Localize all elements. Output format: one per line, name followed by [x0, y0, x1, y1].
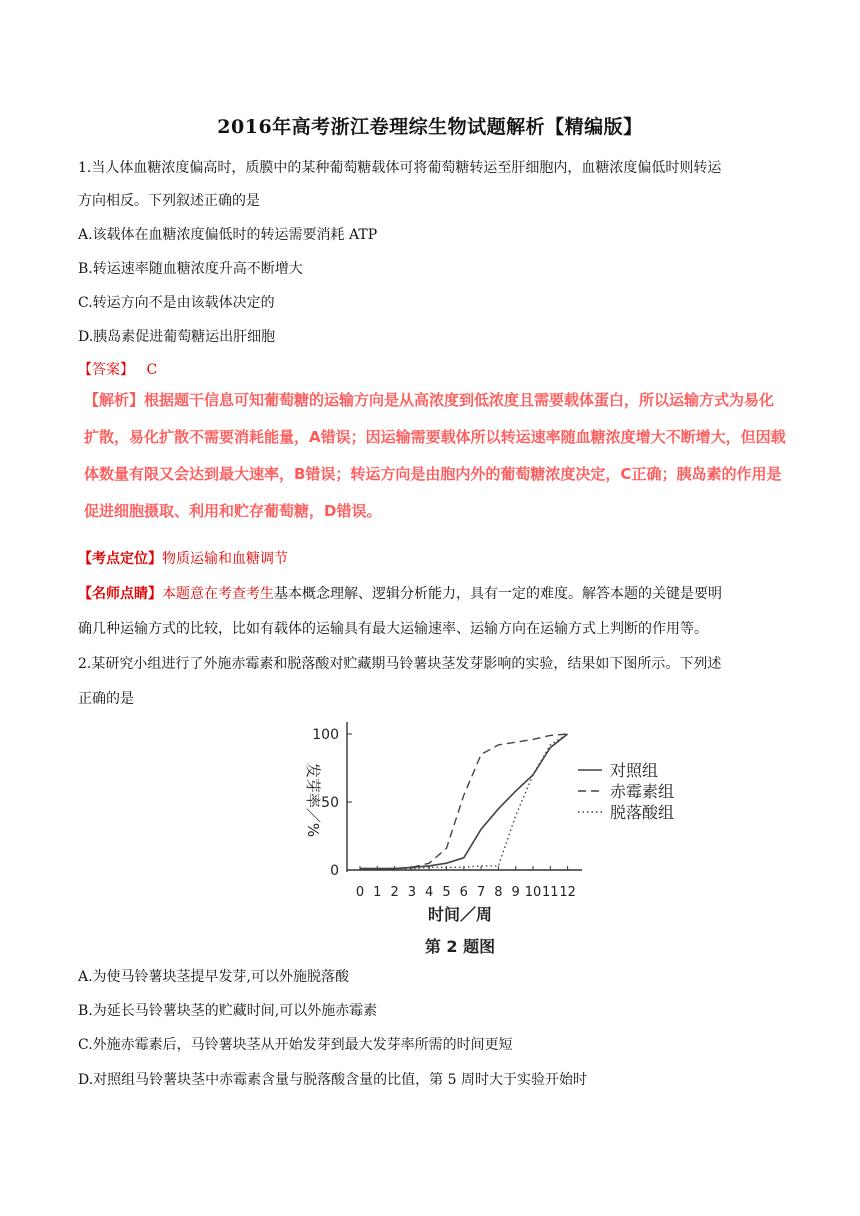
legend-label: 对照组	[610, 761, 659, 780]
q2-option-b: B.为延长马铃薯块茎的贮藏时间,可以外施赤霉素	[78, 1003, 378, 1019]
series-line	[360, 734, 568, 869]
q1-option-b: B.转运速率随血糖浓度升高不断增大	[78, 261, 303, 277]
q2-option-a: A.为使马铃薯块茎提早发芽,可以外施脱落酸	[78, 969, 350, 985]
analysis-line: 扩散，易化扩散不需要消耗能量，A错误；因运输需要载体所以转运速率随血糖浓度增大不断增大，但因载	[84, 428, 786, 446]
x-tick-label: 0	[355, 885, 365, 900]
q2-option-c: C.外施赤霉素后，马铃薯块茎从开始发芽到最大发芽率所需的时间更短	[78, 1037, 513, 1053]
y-tick-label: 100	[312, 727, 339, 743]
x-tick-label: 3	[407, 885, 417, 900]
mingshi-label: 【名师点睛】	[78, 586, 162, 602]
q2-stem-line1: 2.某研究小组进行了外施赤霉素和脱落酸对贮藏期马铃薯块茎发芽影响的实验，结果如下图所示。下列述	[78, 656, 722, 672]
q2-stem-line2: 正确的是	[78, 691, 134, 707]
figure-caption: 第 2 题图	[424, 937, 496, 956]
analysis-line: 促进细胞摄取、利用和贮存葡萄糖，D错误。	[84, 502, 382, 520]
answer-label: 【答案】	[78, 362, 134, 378]
q1-stem-line1: 1.当人体血糖浓度偏高时，质膜中的某种葡萄糖载体可将葡萄糖转运至肝细胞内，血糖浓度偏低时则转运	[78, 160, 722, 176]
mingshi-red-text: 本题意在考查考生	[162, 586, 274, 602]
x-axis-label: 时间／周	[427, 905, 493, 924]
page-title: 2016年高考浙江卷理综生物试题解析【精编版】	[217, 116, 643, 138]
y-tick-label: 0	[330, 863, 339, 879]
q1-option-c: C.转运方向不是由该载体决定的	[78, 295, 275, 311]
y-axis-label: 发芽率／%	[304, 762, 322, 838]
germination-line-chart	[300, 712, 700, 962]
q1-option-a: A.该载体在血糖浓度偏低时的转运需要消耗 ATP	[78, 227, 378, 243]
x-tick-label: 4	[425, 885, 434, 900]
legend-label: 脱落酸组	[610, 803, 675, 822]
q1-answer	[78, 359, 157, 379]
x-tick-label: 2	[390, 885, 399, 900]
kaodian-text: 物质运输和血糖调节	[162, 551, 288, 567]
y-tick-label: 50	[321, 795, 339, 811]
analysis-line: 【解析】根据题干信息可知葡萄糖的运输方向是从高浓度到低浓度且需要载体蛋白，所以运输方式为易化	[84, 391, 775, 409]
series-line	[360, 734, 568, 869]
q1-kaodian	[78, 548, 288, 568]
series-line	[360, 734, 568, 869]
x-tick-label: 7	[476, 885, 486, 900]
q1-stem-line2: 方向相反。下列叙述正确的是	[78, 193, 260, 209]
q1-mingshi-line2: 确几种运输方式的比较，比如有载体的运输具有最大运输速率、运输方向在运输方式上判断的作用等。	[78, 621, 708, 637]
x-tick-label: 12	[559, 885, 576, 900]
kaodian-label: 【考点定位】	[78, 551, 162, 567]
x-tick-label: 5	[442, 885, 451, 900]
q1-mingshi-line1	[78, 583, 722, 603]
x-tick-label: 9	[511, 885, 520, 900]
q2-option-d: D.对照组马铃薯块茎中赤霉素含量与脱落酸含量的比值，第 5 周时大于实验开始时	[78, 1072, 587, 1088]
x-tick-label: 8	[494, 885, 503, 900]
q1-option-d: D.胰岛素促进葡萄糖运出肝细胞	[78, 329, 276, 345]
x-tick-label: 6	[459, 885, 468, 900]
x-tick-label: 11	[542, 885, 559, 900]
x-tick-label: 10	[524, 885, 542, 900]
legend-label: 赤霉素组	[610, 782, 675, 801]
q1-analysis	[84, 382, 794, 530]
answer-value: C	[146, 362, 158, 378]
mingshi-black-text: 基本概念理解、逻辑分析能力，具有一定的难度。解答本题的关键是要明	[274, 586, 722, 602]
x-tick-label: 1	[373, 885, 382, 900]
analysis-line: 体数量有限又会达到最大速率，B错误；转运方向是由胞内外的葡萄糖浓度决定，C正确；胰岛素的作用是	[84, 465, 782, 483]
